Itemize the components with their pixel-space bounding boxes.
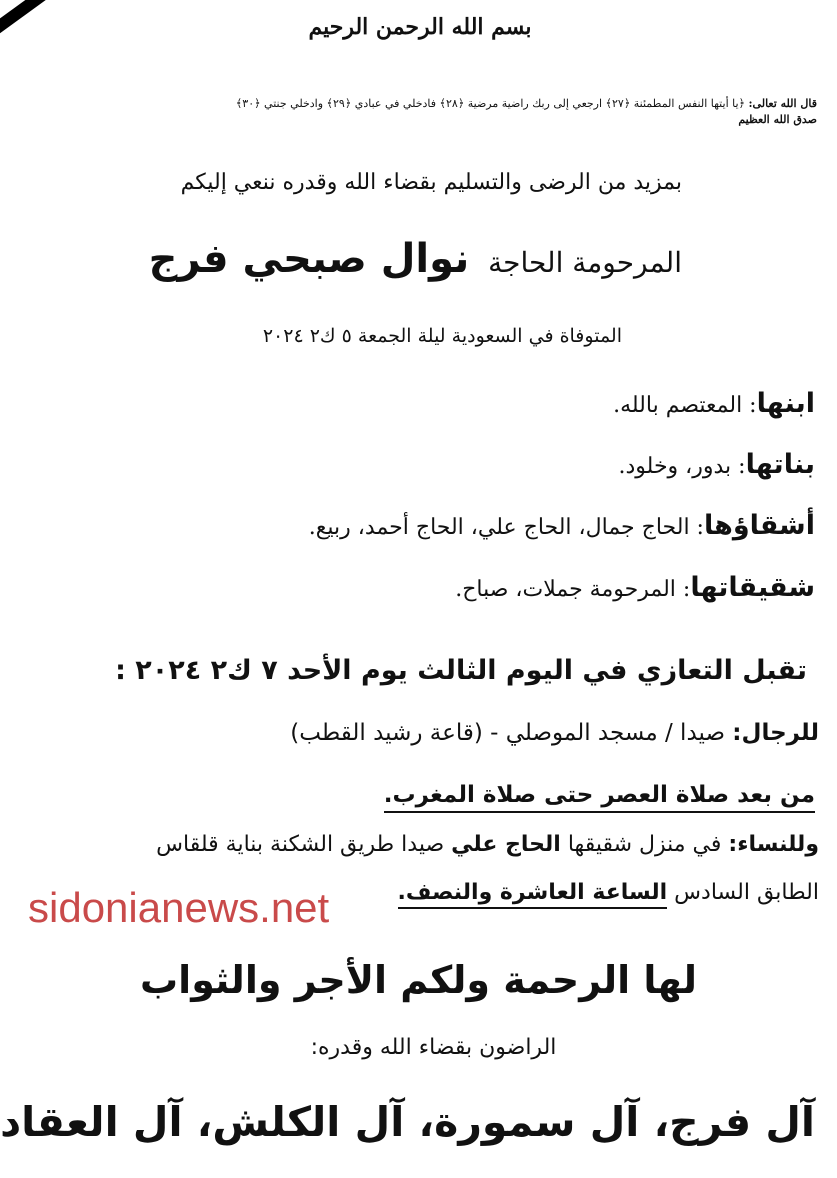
women-venue — [156, 832, 819, 857]
condolences-day: الأحد ٧ — [261, 655, 352, 686]
relative-value: : بدور، وخلود. — [618, 454, 746, 479]
basmala: بسم الله الرحمن الرحيم — [308, 14, 532, 40]
condolences-heading-start: تقبل التعازي في اليوم الثالث يوم — [360, 655, 807, 686]
quran-verse — [117, 96, 817, 128]
quran-closing: صدق الله العظيم — [738, 113, 817, 126]
men-location: صيدا / مسجد الموصلي - (قاعة رشيد القطب) — [290, 720, 725, 746]
relative-sisters — [455, 572, 815, 603]
quran-text: ﴿يا أيتها النفس المطمئنة ﴿٢٧﴾ ارجعي إلى ربك راضية مرضية ﴿٢٨﴾ فادخلي في عبادي ﴿٢٩﴾ وادخلي جنتي ﴿٣٠﴾ — [235, 97, 745, 110]
relative-label: ابنها — [756, 388, 815, 419]
mercy-line: لها الرحمة ولكم الأجر والثواب — [140, 958, 697, 1002]
condolences-heading — [115, 655, 807, 686]
mourning-ribbon — [0, 0, 254, 72]
relative-label: أشقاؤها — [703, 510, 815, 541]
death-info: المتوفاة في السعودية ليلة الجمعة ٥ ك٢ ٢٠٢٤ — [262, 325, 622, 347]
men-venue — [290, 720, 819, 746]
women-label: وللنساء: — [728, 832, 819, 857]
quran-prefix: قال الله تعالى: — [748, 97, 817, 110]
relative-label: شقيقاتها — [690, 572, 815, 603]
relative-value: : المرحومة جملات، صباح. — [455, 577, 691, 602]
relative-brothers — [309, 510, 815, 541]
mourners-intro: الراضون بقضاء الله وقدره: — [310, 1035, 557, 1060]
family-names: آل فرج، آل سمورة، آل الكلش، آل العقاد — [0, 1098, 815, 1146]
deceased-name: نوال صبحي فرج — [148, 236, 470, 282]
deceased-line — [149, 236, 682, 282]
women-floor: الطابق السادس — [674, 880, 819, 905]
deceased-title: المرحومة الحاجة — [488, 246, 682, 279]
announcement-intro: بمزيد من الرضى والتسليم بقضاء الله وقدره ننعي إليكم — [180, 170, 682, 195]
relative-value: : المعتصم بالله. — [613, 393, 757, 418]
women-location-post: صيدا طريق الشكنة بناية قلقاس — [156, 832, 445, 857]
women-venue-detail — [398, 880, 819, 905]
relative-label: بناتها — [745, 449, 815, 480]
men-label: للرجال: — [732, 720, 819, 746]
relative-daughters — [619, 449, 816, 480]
women-time: الساعة العاشرة والنصف. — [398, 880, 668, 909]
relative-son — [613, 388, 815, 419]
condolence-time: من بعد صلاة العصر حتى صلاة المغرب. — [384, 782, 815, 813]
women-host: الحاج علي — [451, 832, 561, 857]
relative-value: : الحاج جمال، الحاج علي، الحاج أحمد، ربيع. — [308, 515, 704, 540]
condolences-date: ك٢ ٢٠٢٤ : — [115, 655, 252, 686]
women-location-pre: في منزل شقيقها — [567, 832, 722, 857]
watermark: sidonianews.net — [28, 884, 330, 931]
